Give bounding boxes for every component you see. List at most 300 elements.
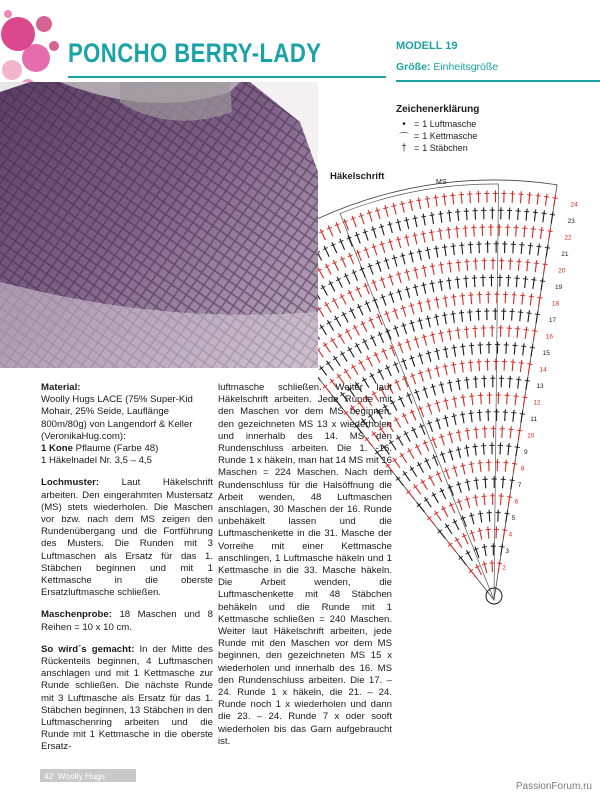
stitch-mark bbox=[510, 258, 511, 270]
stitch-mark bbox=[458, 260, 459, 272]
stitch-crossbar bbox=[526, 313, 531, 314]
stitch-mark bbox=[462, 411, 464, 423]
stitch-crossbar bbox=[326, 362, 330, 365]
stitch-crossbar bbox=[482, 547, 487, 548]
chart-heading: Häkelschrift bbox=[330, 171, 385, 182]
stitch-mark bbox=[474, 275, 475, 287]
stitch-mark bbox=[470, 309, 471, 321]
stitch-mark bbox=[501, 493, 502, 505]
stitch-mark bbox=[511, 477, 513, 489]
stitch-crossbar bbox=[413, 485, 417, 488]
stitch-mark bbox=[385, 205, 388, 217]
stitch-crossbar bbox=[425, 250, 430, 251]
stitch-mark bbox=[512, 359, 513, 371]
stitch-mark bbox=[476, 427, 477, 439]
stitch-mark bbox=[458, 447, 461, 459]
stitch-crossbar bbox=[323, 344, 327, 347]
stitch-crossbar bbox=[460, 346, 465, 347]
size-divider bbox=[396, 80, 600, 82]
stitch-mark bbox=[484, 544, 486, 556]
stitch-crossbar bbox=[515, 447, 520, 448]
stitch-mark bbox=[353, 270, 358, 281]
stitch-mark bbox=[525, 327, 526, 339]
stitch-mark bbox=[554, 195, 556, 207]
stitch-mark bbox=[399, 396, 404, 407]
stitch-mark bbox=[395, 325, 399, 336]
stitch-crossbar bbox=[442, 196, 447, 197]
stitch-crossbar bbox=[438, 214, 443, 215]
stitch-mark bbox=[479, 292, 480, 304]
stitch-crossbar bbox=[541, 213, 546, 214]
stitch-mark bbox=[484, 561, 487, 573]
kone-rest: Pflaume (Farbe 48) bbox=[73, 443, 159, 455]
stitch-crossbar bbox=[404, 237, 409, 238]
stitch-mark bbox=[549, 228, 551, 240]
round-number: 12 bbox=[533, 399, 541, 407]
stitch-mark bbox=[386, 311, 390, 322]
stitch-mark bbox=[441, 262, 443, 274]
stitch-crossbar bbox=[442, 247, 447, 248]
stitch-mark bbox=[345, 273, 350, 284]
lochmuster-body: Laut Häkelschrift arbeiten. Den eingerahmten Mustersatz (MS) stets wiederholen. Die Maschen vor bzw. nach dem MS zeigen den Rundenübergang und die Fortführung des Musters. Die Runden mit 3 Luftmaschen als Ersatz für das 1. Stäbchen beginnen und mit 1 Kettmasche in die oberste Ersatzluftmasche schließen. bbox=[41, 477, 213, 599]
stitch-mark bbox=[474, 225, 475, 237]
stitch-mark bbox=[436, 365, 439, 377]
stitch-mark bbox=[366, 301, 371, 312]
stitch-crossbar bbox=[517, 430, 522, 431]
stitch-crossbar bbox=[456, 381, 461, 382]
stitch-mark bbox=[427, 316, 430, 328]
stitch-crossbar bbox=[468, 362, 473, 363]
stitch-crossbar bbox=[421, 267, 426, 268]
stitch-mark bbox=[452, 193, 453, 205]
stitch-crossbar bbox=[413, 286, 418, 287]
stitch-crossbar bbox=[447, 212, 452, 213]
stitch-mark bbox=[328, 225, 333, 236]
stitch-mark bbox=[475, 325, 476, 337]
stitch-mark bbox=[520, 309, 521, 321]
stitch-mark bbox=[488, 527, 489, 539]
page-number: 42 bbox=[44, 770, 54, 781]
stitch-mark bbox=[475, 258, 476, 270]
text-column-right bbox=[218, 382, 392, 748]
stitch-mark bbox=[504, 359, 505, 371]
stitch-crossbar bbox=[443, 349, 448, 350]
stitch-mark bbox=[389, 239, 392, 251]
stitch-mark bbox=[412, 373, 416, 384]
stitch-mark bbox=[389, 221, 392, 233]
stitch-mark bbox=[382, 294, 386, 305]
stitch-mark bbox=[449, 210, 450, 222]
stitch-crossbar bbox=[465, 481, 470, 482]
stitch-crossbar bbox=[473, 446, 478, 447]
double-crochet-icon: † bbox=[401, 142, 407, 154]
stitch-mark bbox=[505, 409, 506, 421]
stitch-mark bbox=[516, 225, 517, 237]
stitch-crossbar bbox=[508, 429, 513, 430]
stitch-crossbar bbox=[416, 200, 421, 201]
stitch-crossbar bbox=[478, 513, 483, 514]
page-title: PONCHO BERRY-LADY bbox=[68, 38, 322, 68]
stitch-mark bbox=[445, 398, 448, 410]
stitch-mark bbox=[449, 431, 452, 443]
stitch-mark bbox=[357, 250, 361, 261]
stitch-mark bbox=[532, 226, 533, 238]
stitch-mark bbox=[415, 389, 419, 400]
stitch-mark bbox=[489, 510, 490, 522]
size-value: Einheitsgröße bbox=[433, 61, 499, 73]
stitch-mark bbox=[453, 413, 456, 425]
stitch-mark bbox=[410, 199, 412, 211]
stitch-crossbar bbox=[535, 314, 540, 315]
stitch-mark bbox=[402, 201, 405, 213]
stitch-crossbar bbox=[525, 380, 530, 381]
stitch-mark bbox=[398, 271, 401, 283]
stitch-crossbar bbox=[525, 262, 530, 263]
stitch-mark bbox=[462, 293, 463, 305]
stitch-mark bbox=[423, 334, 426, 346]
stitch-mark bbox=[423, 265, 425, 277]
stitch-mark bbox=[533, 277, 534, 289]
stitch-mark bbox=[546, 245, 548, 257]
stitch-crossbar bbox=[528, 245, 533, 246]
stitch-mark bbox=[462, 463, 465, 475]
stitch-mark bbox=[357, 286, 362, 297]
stitch-mark bbox=[513, 461, 515, 473]
stitch-mark bbox=[458, 209, 459, 221]
stitch-mark bbox=[444, 244, 446, 256]
stitch-crossbar bbox=[409, 253, 414, 254]
round-number: 7 bbox=[517, 482, 522, 490]
round-number: 24 bbox=[570, 201, 578, 209]
stitch-mark bbox=[349, 253, 354, 264]
stitch-crossbar bbox=[430, 334, 435, 335]
howto-body: In der Mitte des Rückenteils beginnen, 4 Luftmaschen anschlagen und mit 1 Kettmasche zur Runde schließen. Die nächste Runde mit 3 Luftmasche als Ersatz für das 1. Stäbchen beginnen, 13 Stäbchen in den Luftmaschenring arbeiten und die Runde mit 1 Kettmasche in die oberste Ersatz- bbox=[41, 643, 213, 753]
stitch-mark bbox=[538, 244, 540, 256]
stitch-mark bbox=[370, 317, 375, 328]
stitch-mark bbox=[449, 329, 451, 341]
legend-item-label: 1 Stäbchen bbox=[422, 143, 468, 153]
stitch-mark bbox=[521, 242, 522, 254]
stitch-mark bbox=[523, 394, 525, 406]
stitch-mark bbox=[534, 328, 536, 340]
stitch-crossbar bbox=[438, 281, 443, 282]
round-number: 14 bbox=[539, 366, 547, 374]
repeat-label: MS bbox=[436, 179, 447, 186]
stitch-crossbar bbox=[510, 480, 515, 481]
title-divider bbox=[68, 76, 386, 78]
stitch-crossbar bbox=[400, 203, 405, 204]
stitch-mark bbox=[454, 396, 456, 408]
stitch-mark bbox=[463, 533, 468, 544]
stitch-mark bbox=[418, 197, 420, 209]
stitch-mark bbox=[506, 511, 508, 523]
stitch-mark bbox=[467, 479, 470, 491]
stitch-mark bbox=[467, 259, 468, 271]
stitch-mark bbox=[513, 410, 514, 422]
stitch-mark bbox=[386, 365, 391, 376]
stitch-crossbar bbox=[532, 330, 537, 331]
stitch-mark bbox=[440, 330, 442, 342]
stitch-mark bbox=[411, 320, 414, 332]
stitch-crossbar bbox=[529, 296, 534, 297]
stitch-mark bbox=[415, 336, 418, 347]
stitch-mark bbox=[522, 293, 523, 305]
stitch-mark bbox=[374, 297, 378, 308]
stitch-mark bbox=[526, 378, 528, 390]
stitch-mark bbox=[453, 294, 455, 306]
stitch-mark bbox=[467, 496, 470, 508]
stitch-mark bbox=[406, 269, 409, 281]
stitch-crossbar bbox=[540, 281, 545, 282]
stitch-mark bbox=[462, 344, 463, 356]
stitch-mark bbox=[318, 289, 320, 299]
gauge-body: 18 Maschen und 8 Reihen = 10 x 10 cm. bbox=[41, 609, 213, 633]
stitch-crossbar bbox=[537, 297, 542, 298]
stitch-mark bbox=[441, 451, 445, 462]
stitch-mark bbox=[528, 361, 530, 373]
stitch-mark bbox=[540, 227, 542, 239]
stitch-mark bbox=[543, 210, 545, 222]
stitch-crossbar bbox=[438, 333, 443, 334]
stitch-mark bbox=[466, 276, 467, 288]
stitch-mark bbox=[458, 429, 460, 441]
stitch-mark bbox=[377, 208, 380, 219]
stitch-crossbar bbox=[421, 216, 426, 217]
stitch-mark bbox=[341, 256, 346, 267]
round-number: 3 bbox=[505, 548, 510, 556]
stitch-crossbar bbox=[527, 364, 532, 365]
stitch-mark bbox=[529, 192, 530, 204]
legend-item: ⌒ = 1 Kettmasche bbox=[396, 130, 479, 142]
stitch-crossbar bbox=[460, 465, 465, 466]
stitch-crossbar bbox=[456, 432, 461, 433]
stitch-mark bbox=[393, 203, 396, 215]
stitch-mark bbox=[480, 511, 482, 523]
stitch-mark bbox=[479, 241, 480, 253]
stitch-mark bbox=[415, 215, 417, 227]
stitch-mark bbox=[541, 278, 543, 290]
stitch-crossbar bbox=[547, 231, 552, 232]
lochmuster-heading: Lochmuster: bbox=[41, 477, 100, 489]
stitch-mark bbox=[449, 261, 451, 273]
legend-item: † = 1 Stäbchen bbox=[396, 142, 479, 154]
stitch-crossbar bbox=[542, 264, 547, 265]
stitch-mark bbox=[518, 259, 519, 271]
stitch-mark bbox=[471, 513, 474, 525]
round-number: 5 bbox=[511, 515, 516, 523]
stitch-mark bbox=[428, 420, 432, 431]
stitch-mark bbox=[471, 343, 472, 355]
stitch-crossbar bbox=[426, 318, 431, 319]
stitch-mark bbox=[510, 426, 511, 438]
stitch-crossbar bbox=[446, 280, 451, 281]
stitch-crossbar bbox=[507, 497, 512, 498]
footer-brand: Woolly Hugs bbox=[57, 770, 106, 781]
stitch-crossbar bbox=[456, 262, 461, 263]
stitch-mark bbox=[352, 216, 356, 227]
stitch-mark bbox=[436, 314, 438, 326]
legend-heading: Zeichenerklärung bbox=[396, 104, 480, 115]
stitch-crossbar bbox=[536, 196, 541, 197]
stitch-mark bbox=[410, 251, 413, 263]
stitch-mark bbox=[527, 259, 528, 271]
stitch-crossbar bbox=[456, 449, 461, 450]
stitch-mark bbox=[432, 212, 434, 224]
stitch-mark bbox=[539, 295, 541, 307]
stitch-mark bbox=[436, 400, 439, 412]
stitch-crossbar bbox=[531, 280, 536, 281]
stitch-mark bbox=[419, 300, 422, 312]
stitch-crossbar bbox=[452, 398, 457, 399]
symbol-legend bbox=[396, 104, 479, 154]
stitch-mark bbox=[471, 461, 473, 473]
stitch-mark bbox=[463, 394, 465, 406]
text-column-left bbox=[41, 382, 213, 754]
stitch-crossbar bbox=[519, 363, 524, 364]
stitch-mark bbox=[509, 325, 510, 337]
stitch-crossbar bbox=[450, 195, 455, 196]
stitch-mark bbox=[454, 465, 457, 476]
stitch-crossbar bbox=[459, 363, 464, 364]
stitch-mark bbox=[445, 295, 447, 307]
stitch-crossbar bbox=[460, 296, 465, 297]
stitch-mark bbox=[466, 208, 467, 220]
stitch-mark bbox=[471, 410, 472, 422]
stitch-mark bbox=[534, 209, 535, 221]
stitch-mark bbox=[466, 326, 467, 338]
stitch-crossbar bbox=[454, 229, 459, 230]
stitch-mark bbox=[502, 426, 503, 438]
stitch-crossbar bbox=[421, 285, 426, 286]
stitch-mark bbox=[530, 294, 531, 306]
stitch-mark bbox=[402, 253, 405, 265]
stitch-crossbar bbox=[523, 279, 528, 280]
stitch-crossbar bbox=[522, 397, 527, 398]
stitch-mark bbox=[545, 194, 547, 206]
stitch-mark bbox=[406, 286, 409, 298]
stitch-mark bbox=[369, 263, 373, 274]
stitch-mark bbox=[427, 247, 429, 259]
stitch-crossbar bbox=[539, 230, 544, 231]
stitch-mark bbox=[467, 377, 468, 389]
stitch-mark bbox=[462, 242, 463, 254]
round-number: 2 bbox=[502, 564, 506, 572]
stitch-mark bbox=[520, 360, 521, 372]
stitch-crossbar bbox=[443, 298, 448, 299]
chain-stitch-icon: • bbox=[402, 118, 406, 130]
stitch-mark bbox=[427, 196, 429, 208]
stitch-mark bbox=[419, 249, 422, 261]
gauge-heading: Maschenprobe: bbox=[41, 609, 112, 621]
stitch-crossbar bbox=[417, 303, 422, 304]
stitch-mark bbox=[436, 297, 438, 309]
stitch-mark bbox=[509, 376, 510, 388]
stitch-mark bbox=[423, 282, 426, 294]
round-number: 19 bbox=[555, 283, 563, 291]
stitch-mark bbox=[476, 477, 478, 489]
stitch-crossbar bbox=[452, 416, 457, 417]
stitch-mark bbox=[445, 363, 447, 375]
stitch-mark bbox=[475, 208, 476, 220]
stitch-mark bbox=[432, 280, 434, 292]
stitch-mark bbox=[441, 382, 444, 394]
stitch-mark bbox=[528, 310, 529, 322]
stitch-mark bbox=[475, 546, 479, 557]
stitch-mark bbox=[318, 371, 320, 380]
stitch-mark bbox=[373, 280, 377, 291]
stitch-crossbar bbox=[534, 263, 539, 264]
stitch-mark bbox=[506, 342, 507, 354]
stitch-mark bbox=[457, 327, 459, 339]
stitch-crossbar bbox=[474, 480, 479, 481]
stitch-mark bbox=[444, 312, 446, 324]
stitch-crossbar bbox=[430, 283, 435, 284]
stitch-crossbar bbox=[434, 512, 438, 515]
stitch-crossbar bbox=[451, 246, 456, 247]
stitch-crossbar bbox=[434, 368, 439, 369]
stitch-mark bbox=[507, 392, 508, 404]
stitch-mark bbox=[436, 348, 439, 360]
stitch-mark bbox=[518, 377, 519, 389]
stitch-mark bbox=[394, 255, 397, 267]
stitch-mark bbox=[475, 376, 476, 388]
size-label: Größe: bbox=[396, 61, 431, 73]
stitch-crossbar bbox=[439, 384, 444, 385]
stitch-mark bbox=[517, 326, 518, 338]
stitch-crossbar bbox=[516, 379, 521, 380]
stitch-mark bbox=[432, 384, 435, 396]
stitch-crossbar bbox=[530, 347, 535, 348]
stitch-crossbar bbox=[413, 269, 418, 270]
stitch-mark bbox=[432, 263, 434, 275]
stitch-crossbar bbox=[430, 266, 435, 267]
stitch-crossbar bbox=[465, 430, 470, 431]
stitch-crossbar bbox=[426, 301, 431, 302]
stitch-mark bbox=[525, 276, 526, 288]
stitch-crossbar bbox=[396, 221, 401, 222]
stitch-crossbar bbox=[442, 315, 447, 316]
stitch-mark bbox=[387, 328, 391, 339]
stitch-mark bbox=[394, 362, 399, 373]
stitch-mark bbox=[526, 209, 527, 221]
material-body: Woolly Hugs LACE (75% Super-Kid Mohair, 25% Seide, Lauflänge 800m/80g) von Langendorf & Keller (VeronikaHug.com): bbox=[41, 394, 193, 442]
stitch-mark bbox=[514, 292, 515, 304]
stitch-mark bbox=[450, 502, 455, 513]
stitch-mark bbox=[508, 275, 509, 287]
stitch-crossbar bbox=[424, 498, 428, 501]
stitch-mark bbox=[433, 455, 438, 466]
stitch-crossbar bbox=[451, 297, 456, 298]
stitch-crossbar bbox=[447, 331, 452, 332]
stitch-mark bbox=[458, 378, 460, 390]
stitch-mark bbox=[383, 348, 388, 359]
round-number: 23 bbox=[567, 217, 575, 225]
stitch-crossbar bbox=[524, 329, 529, 330]
stitch-mark bbox=[480, 342, 481, 354]
stitch-crossbar bbox=[451, 364, 456, 365]
stitch-mark bbox=[453, 243, 454, 255]
stitch-mark bbox=[483, 443, 484, 455]
kone-bold: 1 Kone bbox=[41, 443, 73, 455]
stitch-mark bbox=[512, 309, 513, 321]
stitch-crossbar bbox=[447, 382, 452, 383]
stitch-crossbar bbox=[434, 248, 439, 249]
stitch-mark bbox=[530, 243, 531, 255]
round-number: 20 bbox=[558, 267, 566, 275]
round-number: 8 bbox=[520, 465, 525, 473]
stitch-mark bbox=[461, 310, 462, 322]
stitch-mark bbox=[551, 212, 553, 224]
